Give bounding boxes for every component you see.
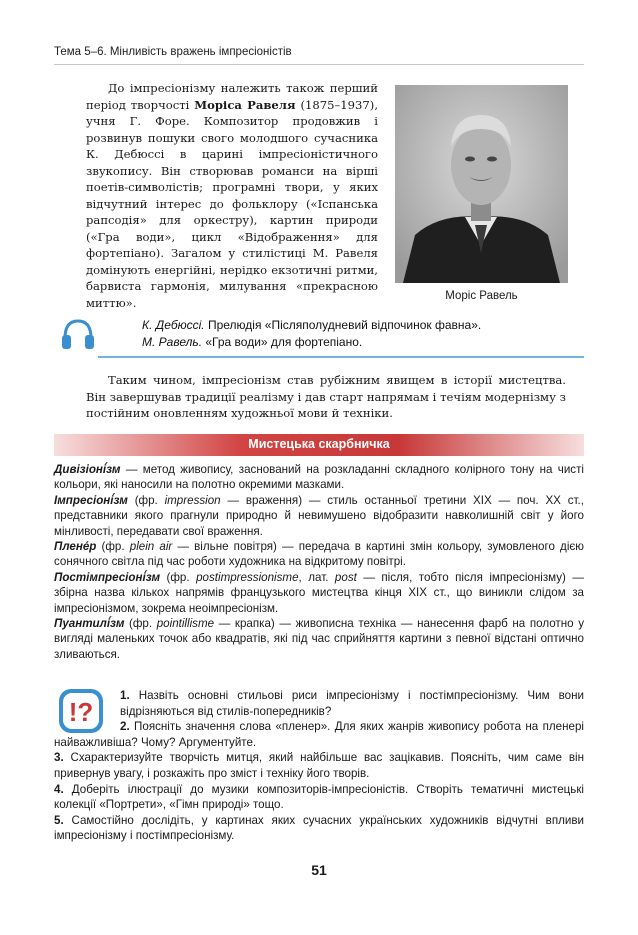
glossary-entry (54, 493, 584, 539)
glossary-entry (54, 616, 584, 662)
question-item (54, 688, 584, 719)
question-item (54, 719, 584, 750)
listening-box (60, 314, 585, 356)
ravel-portrait-photo (395, 85, 568, 283)
listening-item (142, 318, 481, 332)
question-item (54, 750, 584, 781)
summary-paragraph: Таким чином, імпресіонізм став рубіжним явищем в історії мистецтва. Він завершував традиції реалізму і дав старт напрямам і течіям модернізму з постійним оновленням художньої мови й техніки. (86, 373, 566, 420)
listening-composer: М. Равель. (142, 335, 203, 349)
question-number: 2. (120, 720, 130, 734)
question-number: 4. (54, 782, 64, 796)
question-text: Назвіть основні стильові риси імпресіонізму і постімпресіонізму. Чим вони відрізняються від стилів-попередників? (120, 689, 584, 718)
question-number: 5. (54, 813, 64, 827)
intro-text-2: (1875–1937), учня Г. Форе. Композитор продовжив і розвинув пошуки свого молодшого сучасника К. Дебюссі в царині імпресіоністичного звукопису. Він створював романси на вірші поетів-символістів; програмні твори, у яких відчутний інтерес до фольклору («Іспанська рапсодія» для оркестру), картин природи («Гра води», цикл «Відображення» для фортепіано). Загалом у стилістиці М. Равеля домінують енергійні, нерідко екзотичні ритми, барвиста гармонія, милування «прекрасною миттю». (86, 97, 379, 310)
glossary-entry (54, 539, 584, 570)
header-divider (54, 64, 584, 65)
question-item (54, 813, 584, 844)
treasury-title: Мистецька скарбничка (248, 437, 390, 451)
page-number: 51 (311, 862, 327, 878)
listening-list (98, 314, 584, 358)
question-icon-text: !? (68, 697, 94, 727)
glossary-text: — метод живопису, заснований на розкладанні складного колірного тону на чисті кольори, які наносили на полотно окремими мазками. (54, 463, 584, 492)
question-text: Схарактеризуйте творчість митця, який найбільше вас зацікавив. Поясніть, чим саме він привернув увагу, і розкажіть про зміст і техніку його творів. (54, 751, 584, 780)
glossary-text: (фр. (127, 493, 165, 507)
composer-name: Моріса Равеля (194, 97, 296, 112)
glossary-text: — після, тобто після імпресіонізму) — збірна назва кількох напрямів французького мистецтва кінця XIX ст., що виникли слідом за імпресіонізмом, зокрема неоімпресіонізм. (54, 570, 584, 615)
headphones-icon (60, 316, 96, 352)
listening-work: «Гра води» для фортепіано. (202, 335, 363, 349)
treasury-banner (54, 434, 584, 456)
glossary-text: — крапка) — живописна техніка — нанесення фарб на полотно у вигляді маленьких точок або квадратів, які під час сприйняття картини з певної відстані оптично зливаються. (54, 617, 585, 661)
question-text: Самостійно дослідіть, у картинах яких сучасних українських художників відчутні впливи імпресіонізму і постімпресіонізму. (54, 813, 584, 843)
listening-item (142, 335, 362, 349)
questions-list (54, 688, 584, 844)
glossary-foreign-word: pointillisme (156, 617, 215, 631)
glossary-entry (54, 462, 584, 493)
question-number: 1. (120, 689, 130, 702)
glossary-foreign-word: post (334, 570, 357, 584)
listening-composer: К. Дебюссі. (142, 318, 205, 332)
glossary-foreign-word: impression (164, 493, 221, 507)
portrait-caption: Моріс Равель (445, 290, 518, 302)
question-text: Доберіть ілюстрації до музики композиторів-імпресіоністів. Створіть тематичні мистецькі колекції «Портрети», «Гімн природі» тощо. (54, 782, 584, 812)
intro-text-1: До імпресіонізму належить також перший період творчості (86, 81, 378, 112)
intro-paragraph (86, 80, 378, 311)
question-number: 3. (54, 751, 64, 765)
listening-work: Прелюдія «Післяполудневий відпочинок фавна». (204, 318, 482, 332)
glossary-foreign-word: postimpressionisme (196, 570, 299, 584)
glossary-entry (54, 570, 584, 616)
glossary-term: Плене́р (54, 540, 97, 554)
running-header: Тема 5–6. Мінливість вражень імпресіоністів (54, 46, 292, 58)
glossary-text: — вільне повітря) — передача в картині змін кольору, зумовленого дією сонячного світла під час роботи художника на відкритому повітрі. (54, 540, 585, 569)
glossary-term: Постімпресіоні́зм (54, 570, 161, 584)
glossary-text: — враження) — стиль останньої третини XIX — поч. XX ст., представники якого прагнули природно й невимушено відобразити навколишній світ у його мінливості, передавати свої враження. (54, 493, 584, 538)
glossary-term: Дивізіоні́зм (54, 463, 121, 476)
glossary-term: Імпресіоні́зм (54, 493, 128, 507)
glossary-text: (фр. (124, 617, 157, 631)
glossary-text: (фр. (96, 540, 130, 554)
glossary-term: Пуантилі́зм (54, 617, 125, 631)
question-item (54, 782, 584, 813)
glossary-text: (фр. (160, 570, 197, 584)
glossary-text: , лат. (298, 570, 335, 584)
glossary (54, 462, 584, 662)
question-text: Поясніть значення слова «пленер». Для яких жанрів живопису робота на пленері найважливіша? Чому? Аргументуйте. (54, 720, 584, 749)
glossary-foreign-word: plein air (129, 540, 173, 554)
